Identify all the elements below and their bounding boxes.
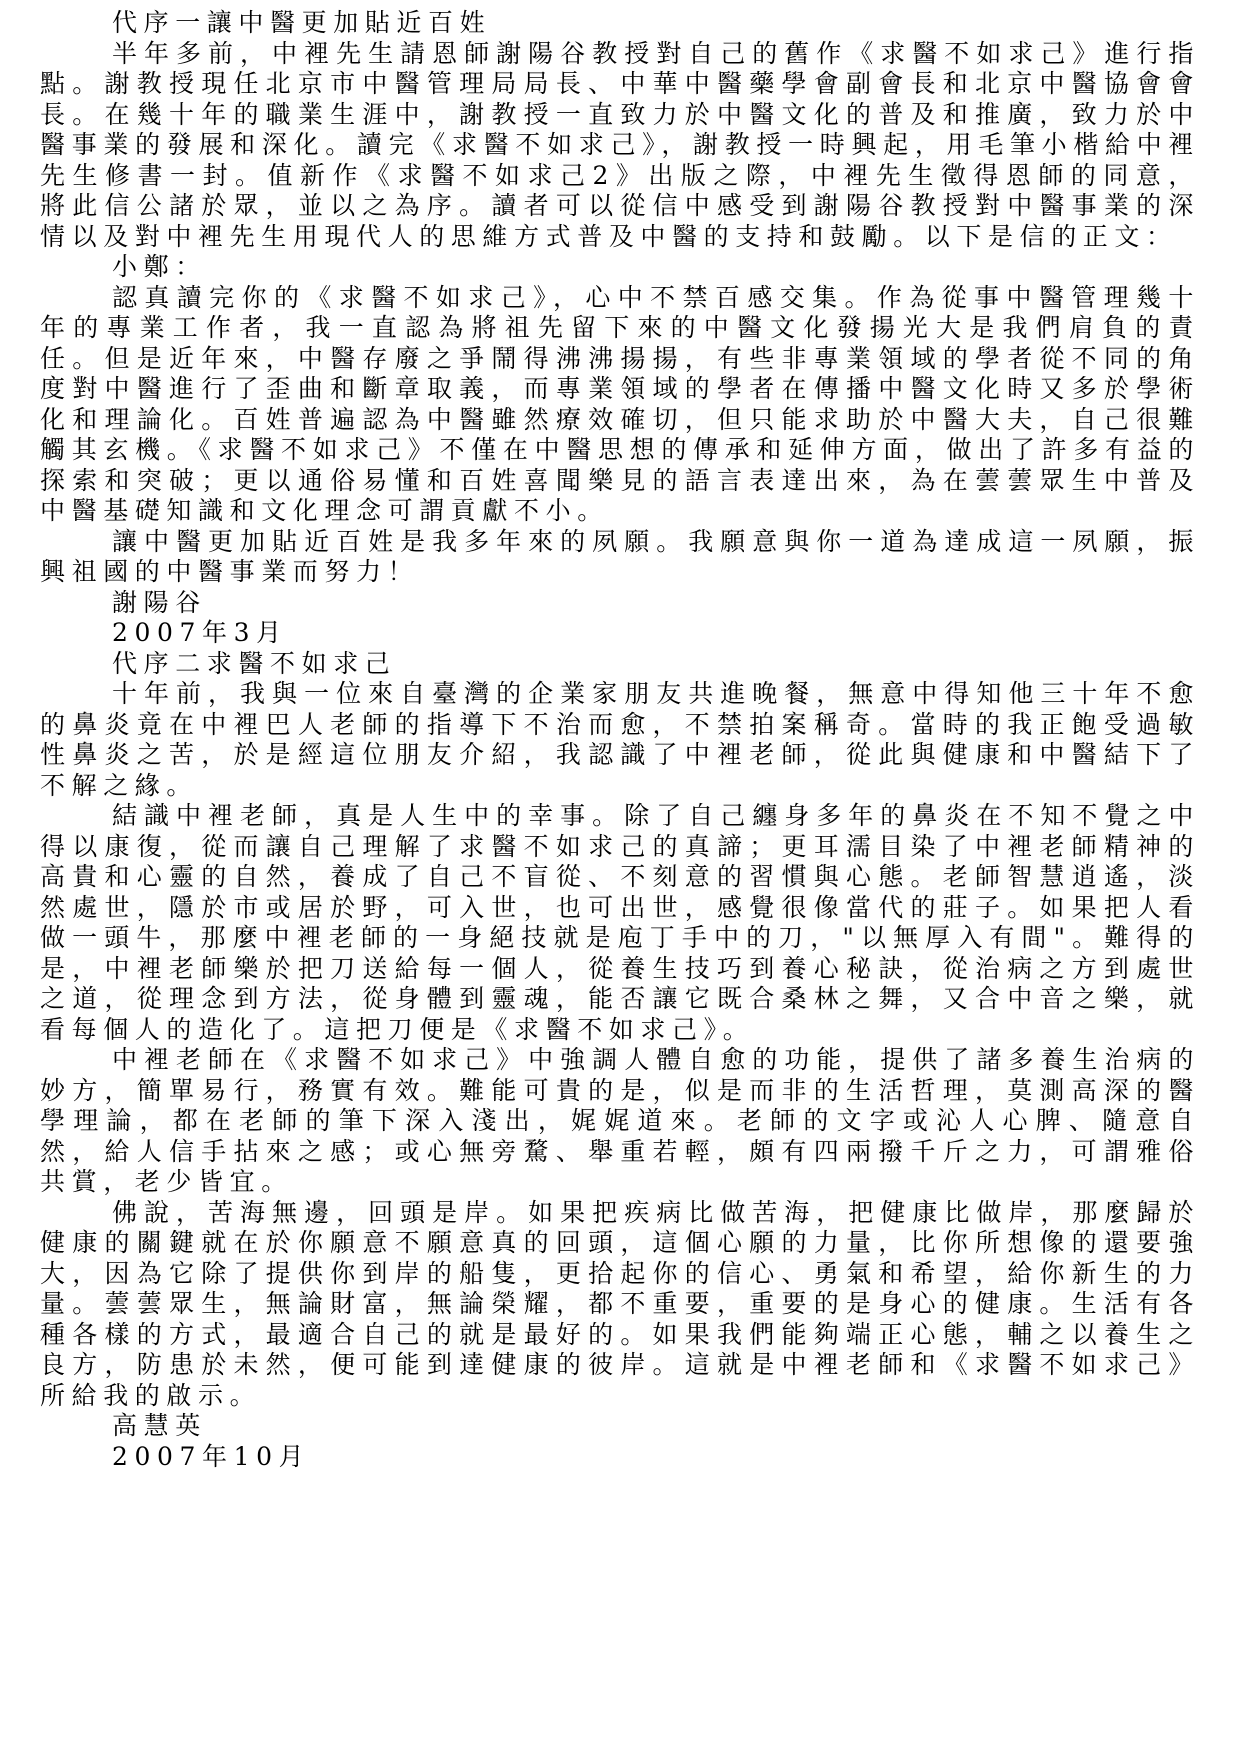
preface-one-title: 代序一讓中醫更加貼近百姓 (112, 8, 492, 37)
preface-two-paragraph: 中裡老師在《求醫不如求己》中強調人體自愈的功能，提供了諸多養生治病的妙方，簡單易行，務實有效。難能可貴的是，似是而非的生活哲理，莫測高深的醫學理論，都在老師的筆下深入淺出，娓娓道來。老師的文字或沁人心脾、隨意自然，給人信手拈來之感；或心無旁騖、舉重若輕，頗有四兩撥千斤之力，可謂雅俗共賞，老少皆宜。 (40, 1045, 1200, 1196)
letter-signature: 謝陽谷 (112, 587, 207, 617)
letter-paragraph: 讓中醫更加貼近百姓是我多年來的夙願。我願意與你一道為達成這一夙願，振興祖國的中醫事業而努力！ (40, 526, 1200, 586)
preface-one-intro: 半年多前，中裡先生請恩師謝陽谷教授對自己的舊作《求醫不如求己》進行指點。謝教授現任北京市中醫管理局局長、中華中醫藥學會副會長和北京中醫協會會長。在幾十年的職業生涯中，謝教授一直致力於中醫文化的普及和推廣，致力於中醫事業的發展和深化。讀完《求醫不如求己》，謝教授一時興起，用毛筆小楷給中裡先生修書一封。值新作《求醫不如求己2》出版之際，中裡先生徵得恩師的同意，將此信公諸於眾，並以之為序。讀者可以從信中感受到謝陽谷教授對中醫事業的深情以及對中裡先生用現代人的思維方式普及中醫的支持和鼓勵。以下是信的正文： (40, 38, 1200, 251)
preface-two-paragraph: 十年前，我與一位來自臺灣的企業家朋友共進晚餐，無意中得知他三十年不愈的鼻炎竟在中裡巴人老師的指導下不治而愈，不禁拍案稱奇。當時的我正飽受過敏性鼻炎之苦，於是經這位朋友介紹，我認識了中裡老師，從此與健康和中醫結下了不解之緣。 (40, 679, 1200, 800)
preface-two-title: 代序二求醫不如求己 (112, 648, 397, 678)
document-page (40, 8, 1200, 1472)
preface-two-date: 2007年10月 (112, 1441, 311, 1471)
letter-salutation: 小鄭： (112, 252, 207, 281)
letter-date: 2007年3月 (112, 618, 288, 647)
preface-two-paragraph: 佛說，苦海無邊，回頭是岸。如果把疾病比做苦海，把健康比做岸，那麼歸於健康的關鍵就在於你願意不願意真的回頭，這個心願的力量，比你所想像的還要強大，因為它除了提供你到岸的船隻，更拾起你的信心、勇氣和希望，給你新生的力量。蕓蕓眾生，無論財富，無論榮耀，都不重要，重要的是身心的健康。生活有各種各樣的方式，最適合自己的就是最好的。如果我們能夠端正心態，輔之以養生之良方，防患於未然，便可能到達健康的彼岸。這就是中裡老師和《求醫不如求己》所給我的啟示。 (40, 1197, 1200, 1410)
preface-two-paragraph: 結識中裡老師，真是人生中的幸事。除了自己纏身多年的鼻炎在不知不覺之中得以康復，從而讓自己理解了求醫不如求己的真諦；更耳濡目染了中裡老師精神的高貴和心靈的自然，養成了自己不盲從、不刻意的習慣與心態。老師智慧逍遙，淡然處世，隱於市或居於野，可入世，也可出世，感覺很像當代的莊子。如果把人看做一頭牛，那麼中裡老師的一身絕技就是庖丁手中的刀，"以無厚入有間"。難得的是，中裡老師樂於把刀送給每一個人，從養生技巧到養心秘訣，從治病之方到處世之道，從理念到方法，從身體到靈魂，能否讓它既合桑林之舞，又合中音之樂，就看每個人的造化了。這把刀便是《求醫不如求己》。 (40, 801, 1200, 1044)
letter-paragraph: 認真讀完你的《求醫不如求己》，心中不禁百感交集。作為從事中醫管理幾十年的專業工作者，我一直認為將祖先留下來的中醫文化發揚光大是我們肩負的責任。但是近年來，中醫存廢之爭鬧得沸沸揚揚，有些非專業領域的學者從不同的角度對中醫進行了歪曲和斷章取義，而專業領域的學者在傳播中醫文化時又多於學術化和理論化。百姓普遍認為中醫雖然療效確切，但只能求助於中醫大夫，自己很難觸其玄機。《求醫不如求己》不僅在中醫思想的傳承和延伸方面，做出了許多有益的探索和突破；更以通俗易懂和百姓喜聞樂見的語言表達出來，為在蕓蕓眾生中普及中醫基礎知識和文化理念可謂貢獻不小。 (40, 282, 1200, 525)
preface-two-signature: 高慧英 (112, 1411, 207, 1440)
